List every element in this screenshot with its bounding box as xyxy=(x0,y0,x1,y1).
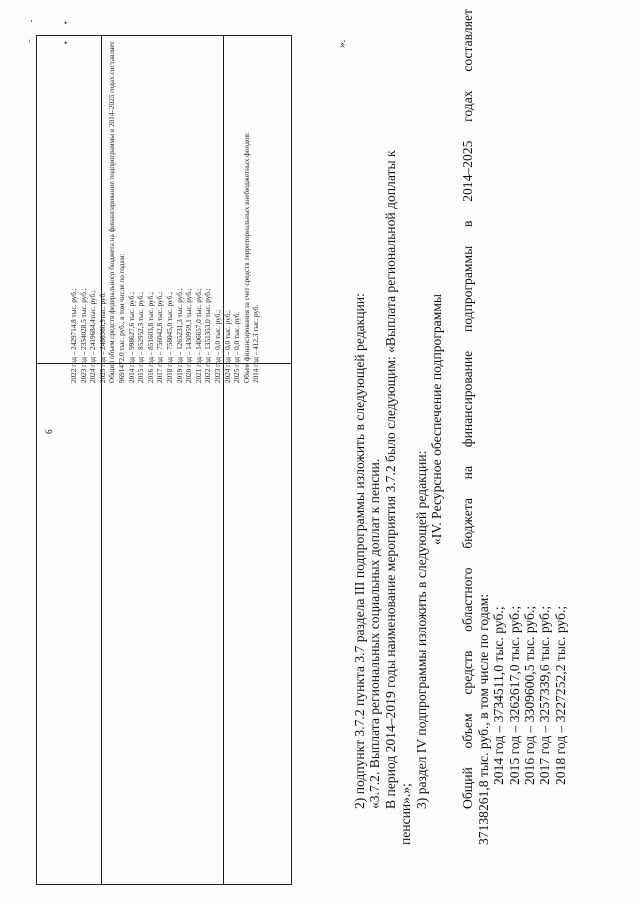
period-note-line2: пенсии».»; xyxy=(398,783,414,845)
total-funding-word: подпрограммы xyxy=(460,245,476,332)
yearly-list-item: 2017 год – 3257339,6 тыс. руб.; xyxy=(537,605,553,785)
total-funding-word: областного xyxy=(460,567,476,632)
yearly-list xyxy=(491,15,568,845)
total-funding-line1 xyxy=(460,9,475,845)
total-funding-word: бюджета xyxy=(460,498,476,549)
item-3-paragraph: 3) раздел IV подпрограммы изложить в следующей редакции: xyxy=(413,450,429,809)
table-cell-line: 2019 год – 1265231,3 тыс. руб.; xyxy=(175,288,184,383)
table-closing-mark: ». xyxy=(336,39,348,48)
yearly-list-item: 2016 год – 3309600,5 тыс. руб.; xyxy=(522,605,538,785)
total-funding-line2: 37138261,8 тыс. руб., в том числе по годам: xyxy=(475,593,491,845)
total-funding-word: годах xyxy=(460,90,476,122)
table-cell-line: 2024 год – 2419684,4тыс. руб.; xyxy=(89,290,98,383)
yearly-list-item: 2018 год – 3227252,2 тыс. руб.; xyxy=(552,605,568,785)
total-funding-word: Общий xyxy=(460,767,476,809)
period-note-line1: В период 2014–2019 годы наименование мероприятия 3.7.2 было следующим: «Выплата региональной доплаты к xyxy=(382,150,398,809)
scan-mark: • xyxy=(64,38,68,48)
table-cell-line: 2021 год – 1406657,0 тыс. руб.; xyxy=(194,288,203,383)
scan-mark: • xyxy=(64,18,68,28)
total-funding-word: финансирование xyxy=(460,350,476,448)
yearly-list-item: 2014 год – 3734511,0 тыс. руб.; xyxy=(491,606,507,785)
item-2-paragraph: 2) подпункт 3.7.2 пункта 3.7 раздела III подпрограммы изложить в следующей редакции: xyxy=(352,293,367,809)
total-funding-word: на xyxy=(460,466,476,480)
table-cell-line: Объем финансирования за счет средств территориальных внебюджетных фондов: xyxy=(242,132,251,383)
table-cell-funding xyxy=(70,41,262,383)
table-cell-line: 2014 год – 998627,6 тыс. руб.; xyxy=(127,291,136,383)
table-cell-line: 2016 год – 851603,8 тыс. руб.; xyxy=(146,291,155,383)
table-cell-line: 2017 год – 756042,8 тыс. руб.; xyxy=(156,291,165,383)
document-body xyxy=(352,9,568,845)
table-cell-line: 2023 год – 2354028,5 тыс. руб.; xyxy=(79,288,88,383)
total-funding-word: объем xyxy=(460,713,476,749)
quote-3-7-2: «3.7.2. Выплата региональных социальных доплат к пенсии. xyxy=(367,458,383,809)
total-funding-word: средств xyxy=(460,650,476,695)
table-cell-line: 9691472,0 тыс. руб., в том числе по годам: xyxy=(117,253,126,383)
total-funding-word: в xyxy=(460,220,476,227)
table-cell-line: 2014 год – 412,3 тыс. руб. xyxy=(252,304,261,383)
table-cell-line: 2025 год – 0,0 тыс. руб. xyxy=(233,311,242,383)
table-cell-line: 2015 год – 852952,3 тыс. руб.; xyxy=(137,291,146,383)
table-cell-line: 2018 год – 758045,0 тыс. руб.; xyxy=(165,291,174,383)
section-iv-heading: «IV. Ресурсное обеспечение подпрограммы xyxy=(429,293,445,545)
table-cell-line: 2024 год – 0,0 тыс. руб.; xyxy=(223,309,232,383)
yearly-list-item: 2015 год – 3262617,0 тыс. руб.; xyxy=(506,605,522,785)
table-cell-line: 2022 год – 2429714,8 тыс. руб.; xyxy=(70,288,78,383)
table-cell-line: 2022 год – 1351353,0 тыс. руб.; xyxy=(204,288,213,383)
table-cell-line: Общий объем средств федерального бюджета на финансирование подпрограммы в 2014–2025 годах составляет xyxy=(108,41,117,383)
total-funding-word: составляет xyxy=(460,9,476,72)
scan-mark: ‘ xyxy=(28,38,31,48)
table-cell-line: 2023 год – 0,0 тыс. руб.; xyxy=(213,309,222,383)
scan-mark: ‘ xyxy=(30,18,33,28)
table-cell-line: 2020 год – 1430959,1 тыс. руб.; xyxy=(185,288,194,383)
table-cell-line: 2025 год – 2486360,9тыс. руб. xyxy=(98,292,107,383)
total-funding-word: 2014–2025 xyxy=(460,140,476,202)
page-number: 6 xyxy=(44,429,54,434)
